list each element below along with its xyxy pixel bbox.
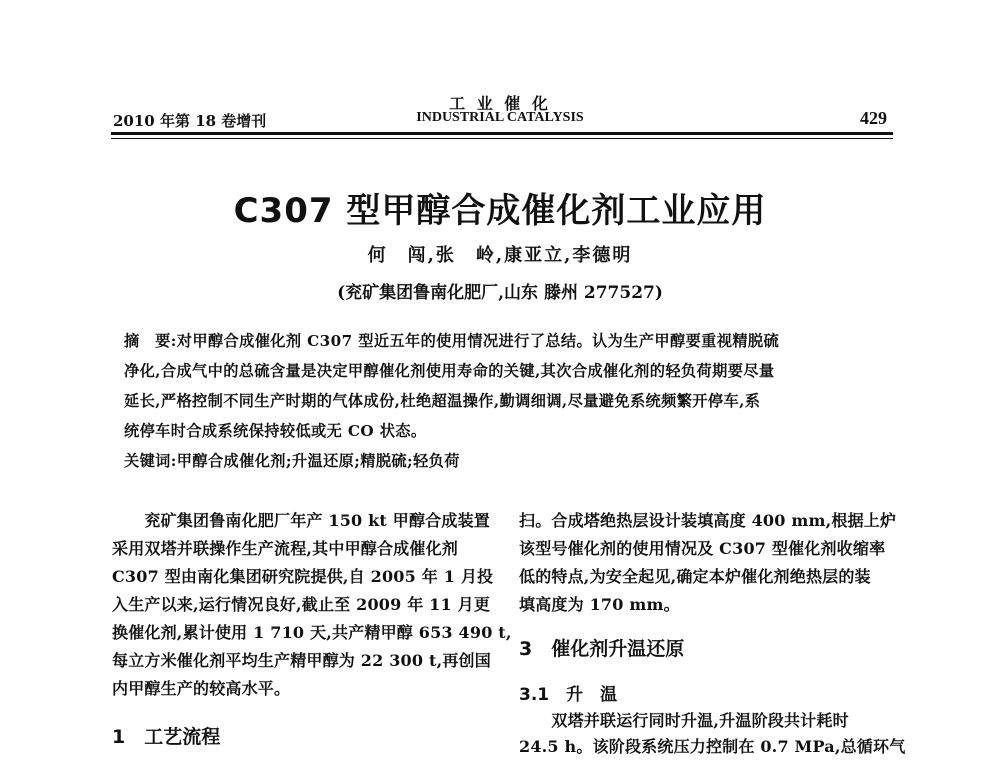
abstract-line: 摘 要:对甲醇合成催化剂 C307 型近五年的使用情况进行了总结。认为生产甲醇要重视精脱硫 [124,332,780,350]
keywords: 关键词:甲醇合成催化剂;升温还原;精脱硫;轻负荷 [124,452,460,470]
body-line: 24.5 h。该阶段系统压力控制在 0.7 MPa,总循环气 [519,737,906,756]
abstract-line: 延长,严格控制不同生产时期的气体成份,杜绝超温操作,勤调细调,尽量避免系统频繁开停车,系 [124,392,761,410]
abstract-line: 净化,合成气中的总硫含量是决定甲醇催化剂使用寿命的关键,其次合成催化剂的轻负荷期要尽量 [124,362,775,380]
body-line: C307 型由南化集团研究院提供,自 2005 年 1 月投 [112,567,494,586]
header-rule-thick [111,132,893,135]
body-line: 双塔并联运行同时升温,升温阶段共计耗时 [519,711,849,730]
section-heading-1: 1 工艺流程 [112,726,221,748]
body-line: 扫。合成塔绝热层设计装填高度 400 mm,根据上炉 [519,511,897,530]
body-line: 低的特点,为安全起见,确定本炉催化剂绝热层的装 [519,567,871,586]
body-line: 采用双塔并联操作生产流程,其中甲醇合成催化剂 [112,539,458,558]
section-heading-3: 3 催化剂升温还原 [519,638,685,660]
article-authors: 何 闯,张 岭,康亚立,李德明 [367,245,633,266]
article-affiliation: (兖矿集团鲁南化肥厂,山东 滕州 277527) [337,283,663,303]
journal-name-cn: 工 业 催 化 [449,94,551,113]
body-line: 入生产以来,运行情况良好,截止至 2009 年 11 月更 [112,595,491,614]
subsection-heading-3-1: 3.1 升 温 [519,685,618,705]
page-number: 429 [860,108,887,128]
journal-issue: 2010 年第 18 卷增刊 [113,112,267,130]
body-line: 填高度为 170 mm。 [519,595,680,614]
body-line: 该型号催化剂的使用情况及 C307 型催化剂收缩率 [519,539,886,558]
body-line: 内甲醇生产的较高水平。 [112,679,291,698]
body-line: 每立方米催化剂平均生产精甲醇为 22 300 t,再创国 [112,651,491,670]
journal-name-en: INDUSTRIAL CATALYSIS [416,110,584,125]
body-line: 换催化剂,累计使用 1 710 天,共产精甲醇 653 490 t, [112,623,512,642]
body-line: 兖矿集团鲁南化肥厂年产 150 kt 甲醇合成装置 [112,511,490,530]
article-title: C307 型甲醇合成催化剂工业应用 [233,191,767,231]
abstract-line: 统停车时合成系统保持较低或无 CO 状态。 [124,422,427,440]
header-rule-thin [111,138,893,139]
